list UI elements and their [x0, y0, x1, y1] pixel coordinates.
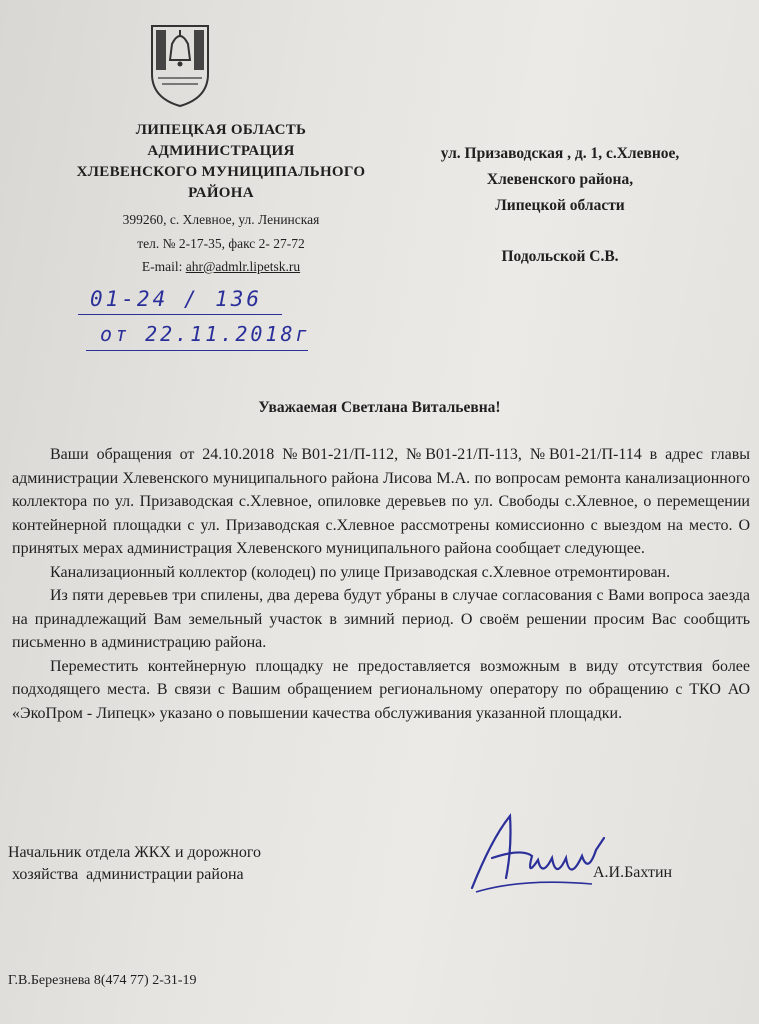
email-label: E-mail:	[141, 259, 186, 274]
letter-body	[12, 443, 750, 725]
sender-email	[56, 257, 386, 277]
number-underline	[78, 314, 282, 315]
paragraph-1: Ваши обращения от 24.10.2018 №В01-21/П-112, №В01-21/П-113, №В01-21/П-114 в адрес главы администрации Хлевенского муниципального района Лисова М.А. по вопросам ремонта канализационного коллектора по ул. Призаводская с.Хлевное, опиловке деревьев по ул. Свободы с.Хлевное, о перемещении контейнерной площадки с ул. Призаводская с.Хлевное рассмотрены комиссионно с выездом на место. О принятых мерах администрация Хлевенского муниципального района сообщает следующее.	[12, 446, 750, 557]
recipient-name: Подольской С.В.	[501, 248, 619, 265]
handwritten-date: от 22.11.2018г	[100, 322, 311, 346]
signatory-name: А.И.Бахтин	[593, 864, 673, 881]
sender-address: 399260, с. Хлевное, ул. Ленинская	[122, 212, 320, 227]
coat-of-arms-emblem	[148, 22, 212, 108]
signatory-title-line1: Начальник отдела ЖКХ и дорожного	[8, 844, 262, 861]
executor-contact: Г.В.Березнева 8(474 77) 2-31-19	[8, 973, 197, 988]
district-name: ХЛЕВЕНСКОГО МУНИЦИПАЛЬНОГО	[76, 164, 366, 180]
district-name-cont: РАЙОНА	[188, 185, 254, 201]
administration-title: АДМИНИСТРАЦИЯ	[147, 143, 295, 159]
recipient-region: Липецкой области	[495, 197, 625, 214]
recipient-district: Хлевенского района,	[486, 171, 634, 188]
greeting: Уважаемая Светлана Витальевна!	[258, 399, 501, 416]
paragraph-3: Из пяти деревьев три спилены, два дерева будут убраны в случае согласования с Вами вопроса заезда на принадлежащий Вам земельный участок в зимний период. О своём решении просим Вас сообщить письменно в администрацию района.	[12, 587, 750, 651]
signatory-title	[8, 842, 261, 886]
sender-phone: тел. № 2-17-35, факс 2- 27-72	[137, 236, 305, 251]
email-link[interactable]: ahr@admlr.lipetsk.ru	[185, 259, 301, 274]
paragraph-4: Переместить контейнерную площадку не предоставляется возможным в виду отсутствия более подходящего места. В связи с Вашим обращением региональному оператору по обращению с ТКО АО «ЭкоПром - Липецк» указано о повышении качества обслуживания указанной площадки.	[12, 657, 750, 722]
region-name: ЛИПЕЦКАЯ ОБЛАСТЬ	[135, 122, 307, 138]
handwritten-outgoing-number: 01-24 / 136	[90, 287, 263, 311]
recipient-street: ул. Призаводская , д. 1, с.Хлевное,	[440, 145, 680, 162]
date-underline	[86, 350, 308, 351]
paragraph-2: Канализационный коллектор (колодец) по улице Призаводская с.Хлевное отремонтирован.	[50, 563, 671, 581]
handwritten-signature	[462, 808, 612, 898]
signatory-title-line2: хозяйства администрации района	[8, 866, 244, 883]
